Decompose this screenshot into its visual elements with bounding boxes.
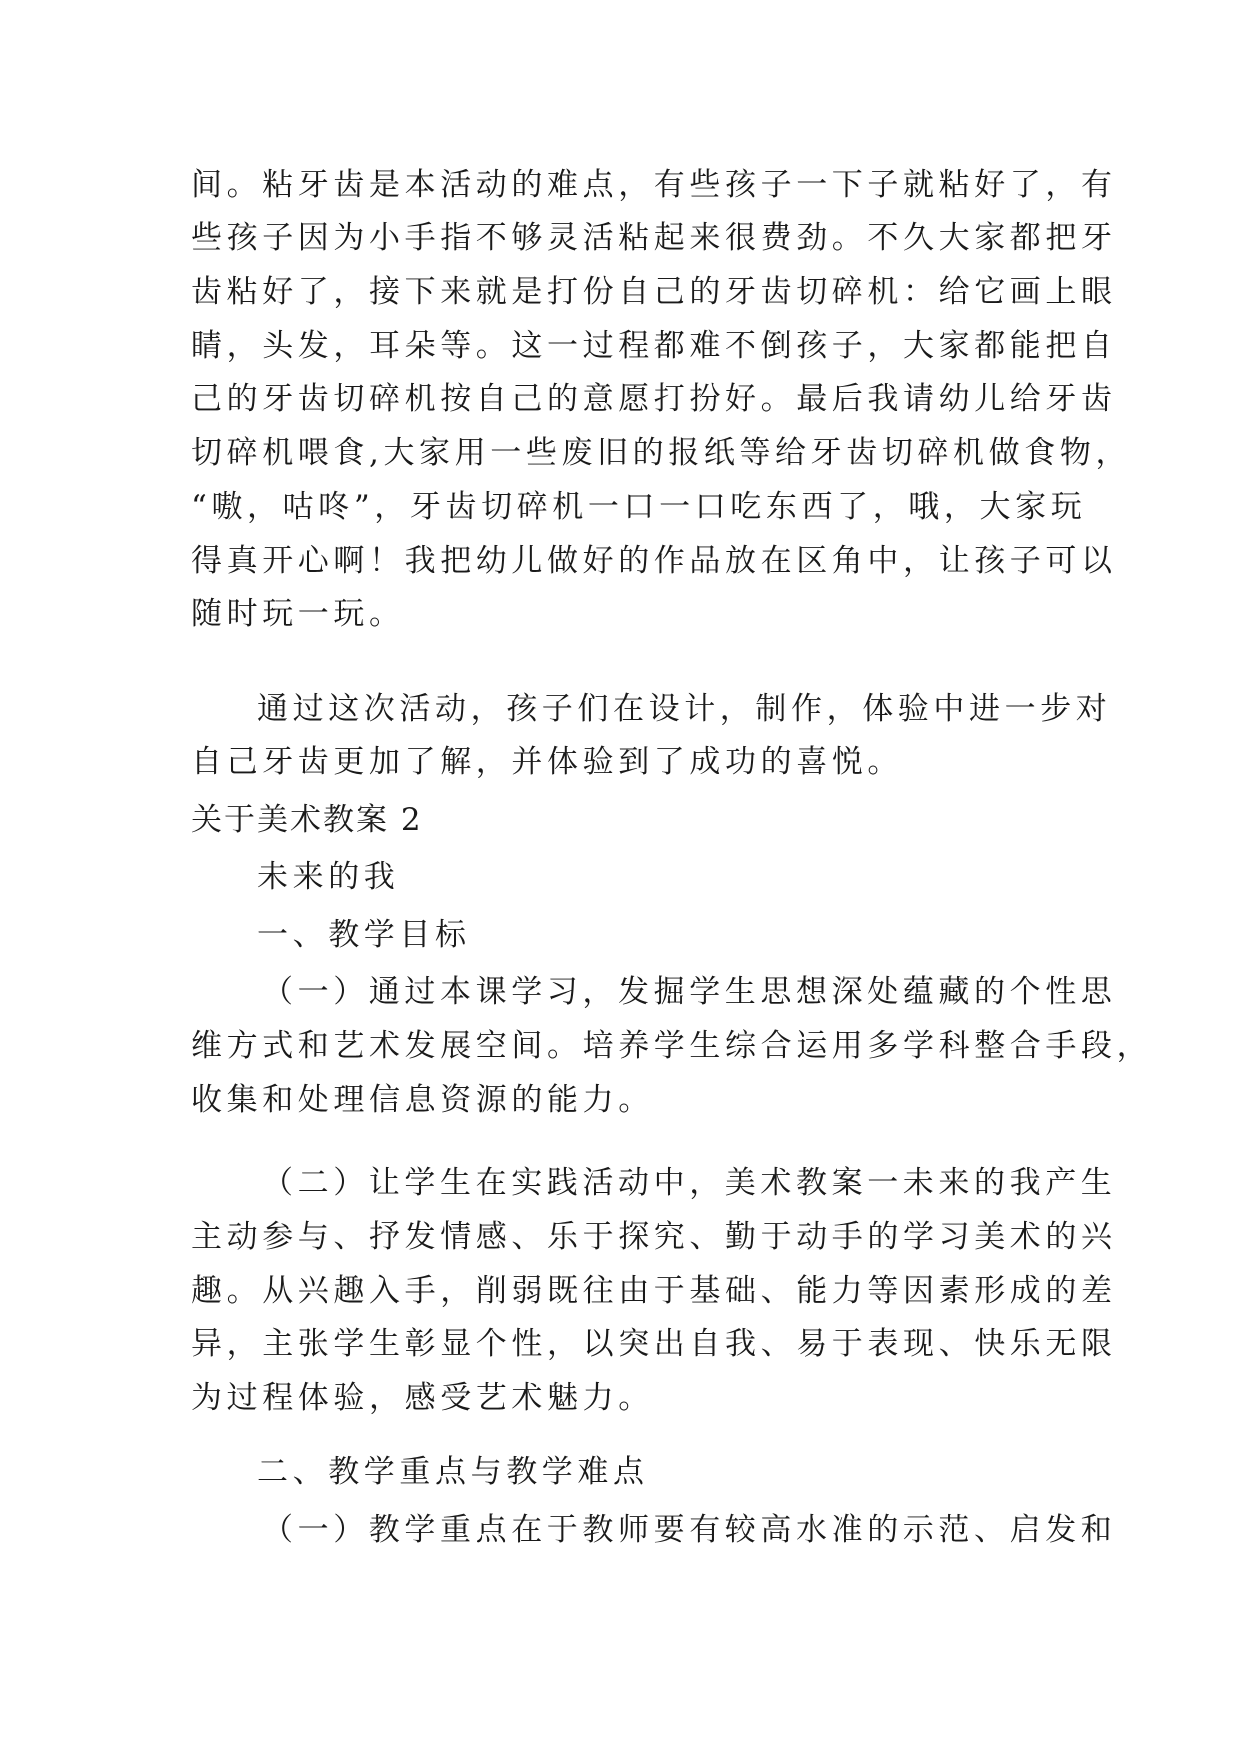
objective-line: 维方式和艺术发展空间。培养学生综合运用多学科整合手段，	[191, 1028, 1153, 1064]
objective-line: 趣。从兴趣入手，削弱既往由于基础、能力等因素形成的差	[191, 1273, 1117, 1309]
paragraph-line: 自己牙齿更加了解，并体验到了成功的喜悦。	[191, 744, 903, 780]
paragraph-line: 己的牙齿切碎机按自己的意愿打扮好。最后我请幼儿给牙齿	[191, 381, 1117, 417]
lesson-title: 未来的我	[257, 859, 400, 895]
paragraph-line: “嗷，咕咚”，牙齿切碎机一口一口吃东西了，哦，大家玩	[191, 489, 1087, 525]
paragraph-line: 齿粘好了，接下来就是打份自己的牙齿切碎机：给它画上眼	[191, 274, 1117, 310]
paragraph-line: 睛，头发，耳朵等。这一过程都难不倒孩子，大家都能把自	[191, 328, 1117, 364]
paragraph-line: 切碎机喂食,大家用一些废旧的报纸等给牙齿切碎机做食物，	[191, 435, 1132, 471]
objective-line: （二）让学生在实践活动中，美术教案一未来的我产生	[262, 1165, 1117, 1201]
paragraph-line: 随时玩一玩。	[191, 596, 405, 632]
heading-teaching-objectives: 一、教学目标	[257, 917, 471, 953]
key-point-line: （一）教学重点在于教师要有较高水准的示范、启发和	[262, 1512, 1117, 1548]
section-title: 关于美术教案 2	[191, 802, 423, 838]
objective-line: 收集和处理信息资源的能力。	[191, 1082, 654, 1118]
paragraph-line: 些孩子因为小手指不够灵活粘起来很费劲。不久大家都把牙	[191, 220, 1117, 256]
paragraph-line: 得真开心啊！我把幼儿做好的作品放在区角中，让孩子可以	[191, 543, 1117, 579]
heading-key-points: 二、教学重点与教学难点	[257, 1454, 649, 1490]
objective-line: 异，主张学生彰显个性，以突出自我、易于表现、快乐无限	[191, 1326, 1117, 1362]
paragraph-line: 通过这次活动，孩子们在设计，制作，体验中进一步对	[257, 691, 1112, 727]
objective-line: 为过程体验，感受艺术魅力。	[191, 1380, 654, 1416]
objective-line: （一）通过本课学习，发掘学生思想深处蕴藏的个性思	[262, 974, 1117, 1010]
paragraph-line: 间。粘牙齿是本活动的难点，有些孩子一下子就粘好了，有	[191, 167, 1117, 203]
objective-line: 主动参与、抒发情感、乐于探究、勤于动手的学习美术的兴	[191, 1219, 1117, 1255]
